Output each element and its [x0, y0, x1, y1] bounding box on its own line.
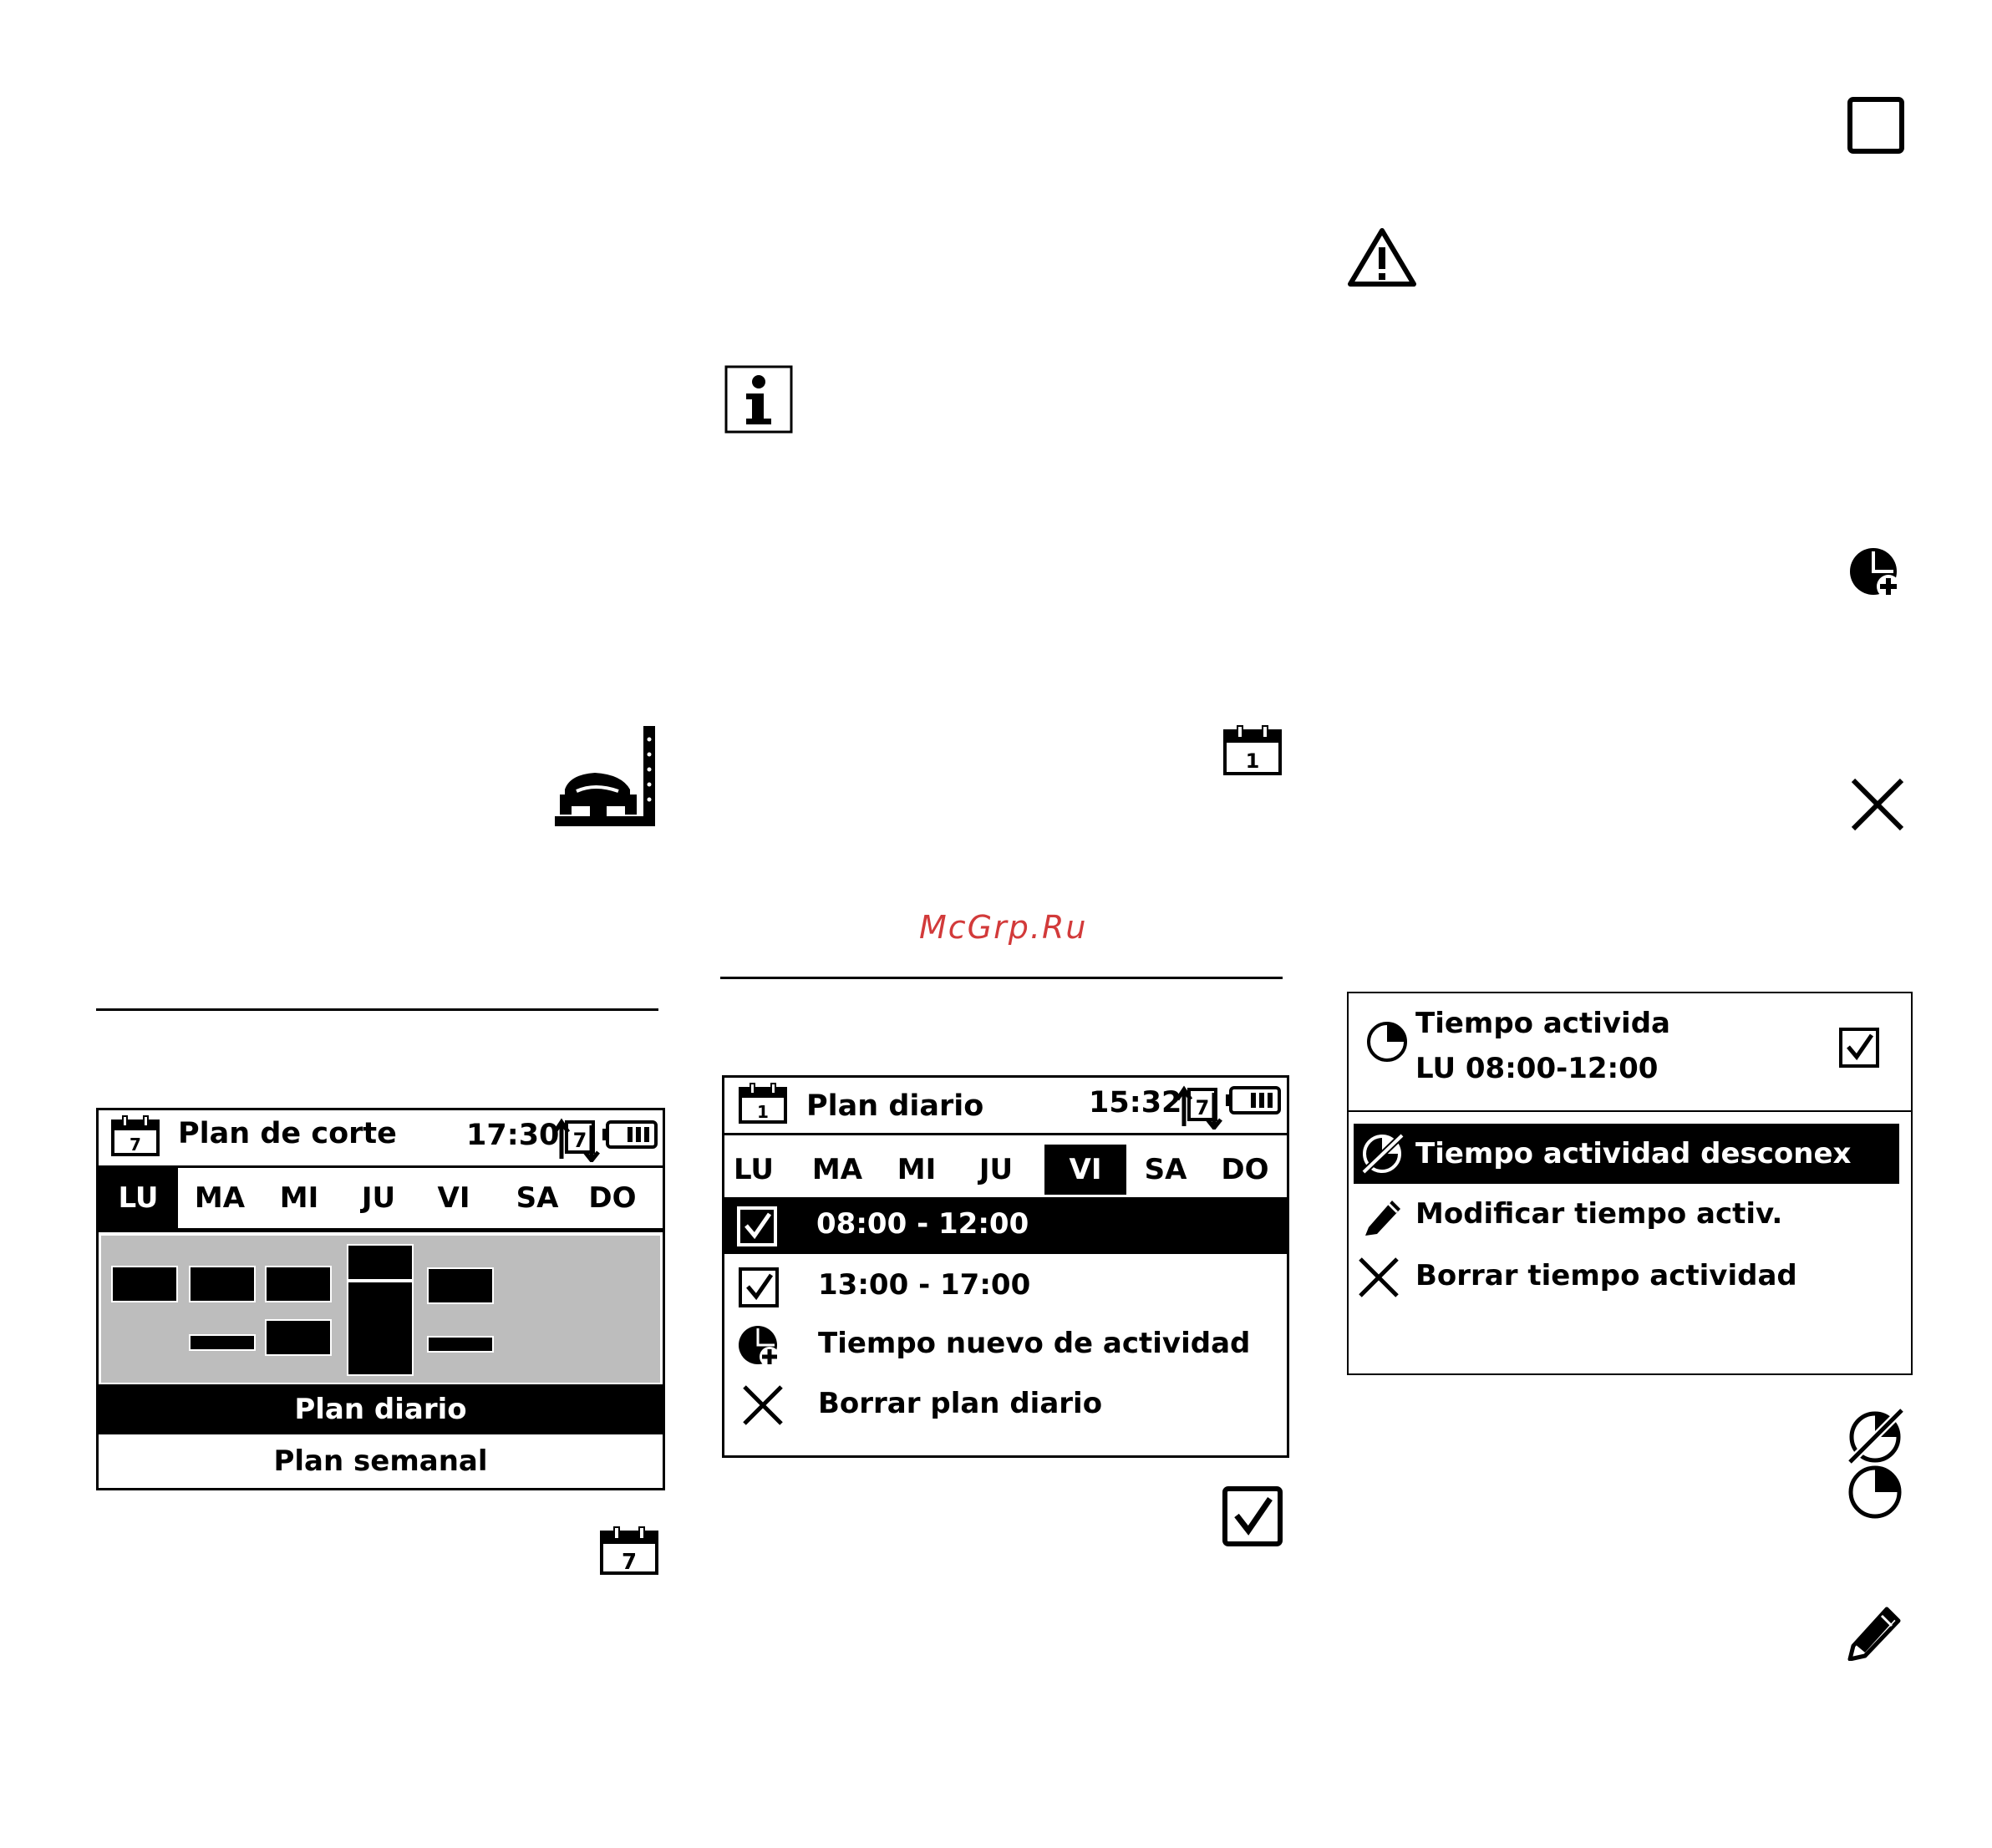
menu-plan-semanal[interactable]: Plan semanal — [273, 1444, 488, 1478]
day-tabs — [724, 1145, 1287, 1195]
divider-center — [720, 977, 1283, 979]
day-tabs — [99, 1168, 663, 1232]
close-x-icon — [1848, 775, 1907, 834]
schedule-block — [265, 1266, 332, 1302]
tab-day-lu[interactable]: LU — [733, 1153, 775, 1186]
delete-plan-label: Borrar plan diario — [818, 1387, 1103, 1420]
svg-text:1: 1 — [1245, 749, 1260, 773]
calendar-7-icon — [599, 1526, 659, 1576]
svg-text:7: 7 — [572, 1129, 587, 1152]
tab-day-vi[interactable]: VI — [1044, 1145, 1126, 1195]
svg-text:7: 7 — [1195, 1096, 1210, 1119]
pencil-icon — [1362, 1194, 1405, 1237]
clock-time: 17:30 — [466, 1119, 560, 1152]
time-slot-label: 08:00 - 12:00 — [816, 1207, 1029, 1241]
week-schedule-icon — [553, 1117, 602, 1162]
week-schedule-chart — [101, 1236, 660, 1383]
tab-day-ma[interactable]: MA — [194, 1181, 246, 1215]
menu-plan-diario[interactable]: Plan diario — [99, 1384, 663, 1434]
tab-day-ma[interactable]: MA — [811, 1153, 863, 1186]
schedule-block — [427, 1267, 494, 1304]
battery-icon — [602, 1120, 658, 1149]
tab-day-do[interactable]: DO — [588, 1181, 637, 1215]
clock-crossed-icon — [1359, 1130, 1405, 1177]
screen-header — [724, 1078, 1287, 1135]
plan-de-corte-screen — [96, 1108, 665, 1490]
tab-day-sa[interactable]: SA — [516, 1181, 559, 1215]
new-activity-row[interactable] — [724, 1317, 1287, 1373]
screen-header — [99, 1110, 663, 1168]
watermark: McGrp.Ru — [919, 909, 1088, 946]
schedule-block — [111, 1266, 178, 1302]
modify-activity-row[interactable] — [1349, 1187, 1911, 1244]
clock-crossed-icon — [1845, 1405, 1905, 1465]
schedule-block — [347, 1281, 414, 1376]
page-title: Plan de corte — [178, 1117, 397, 1150]
svg-text:1: 1 — [757, 1102, 769, 1122]
clock-icon — [1365, 1020, 1409, 1064]
warning-icon — [1347, 227, 1417, 287]
tab-day-ju[interactable]: JU — [978, 1153, 1014, 1186]
tab-day-sa[interactable]: SA — [1144, 1153, 1187, 1186]
tab-day-mi[interactable]: MI — [279, 1181, 319, 1215]
schedule-block — [347, 1244, 414, 1281]
plan-diario-screen — [722, 1075, 1289, 1458]
calendar-1-icon — [738, 1083, 788, 1125]
checked-checkbox-icon — [736, 1206, 778, 1247]
delete-activity-label: Borrar tiempo actividad — [1415, 1259, 1797, 1292]
schedule-block — [427, 1336, 494, 1353]
activity-range: LU 08:00-12:00 — [1415, 1052, 1659, 1085]
schedule-block — [265, 1319, 332, 1356]
time-slot-row[interactable] — [724, 1197, 1287, 1254]
divider-left — [96, 1008, 658, 1011]
clock-time: 15:32 — [1089, 1086, 1182, 1119]
clock-plus-icon — [736, 1323, 783, 1370]
info-icon — [724, 365, 793, 434]
activity-time-screen — [1347, 992, 1913, 1375]
svg-text:7: 7 — [130, 1135, 141, 1155]
pencil-icon — [1847, 1601, 1905, 1661]
calendar-7-icon — [110, 1115, 160, 1157]
schedule-block — [189, 1266, 256, 1302]
week-schedule-icon — [1176, 1084, 1224, 1130]
svg-text:7: 7 — [621, 1550, 638, 1575]
modify-activity-label: Modificar tiempo activ. — [1415, 1197, 1783, 1231]
empty-checkbox-icon — [1847, 96, 1905, 155]
new-activity-label: Tiempo nuevo de actividad — [818, 1327, 1251, 1360]
close-x-icon — [1357, 1256, 1400, 1299]
activity-header — [1349, 993, 1911, 1112]
tab-day-do[interactable]: DO — [1221, 1153, 1269, 1186]
delete-plan-row[interactable] — [724, 1377, 1287, 1434]
delete-activity-row[interactable] — [1349, 1249, 1911, 1306]
battery-icon — [1226, 1086, 1281, 1114]
schedule-block — [189, 1334, 256, 1351]
deactivate-activity-row[interactable] — [1354, 1124, 1899, 1184]
tab-day-ju[interactable]: JU — [361, 1181, 396, 1215]
calendar-1-icon — [1222, 724, 1283, 776]
tab-day-lu[interactable]: LU — [99, 1168, 178, 1228]
mower-station-icon — [553, 723, 662, 831]
page-title: Plan diario — [806, 1089, 984, 1123]
close-x-icon — [741, 1383, 785, 1427]
clock-plus-icon — [1847, 545, 1905, 603]
activity-title: Tiempo activida — [1415, 1007, 1670, 1040]
tab-day-mi[interactable]: MI — [897, 1153, 937, 1186]
time-slot-row[interactable] — [724, 1258, 1287, 1315]
deactivate-activity-label: Tiempo actividad desconex — [1415, 1137, 1852, 1170]
tab-day-vi[interactable]: VI — [437, 1181, 470, 1215]
time-slot-label: 13:00 - 17:00 — [818, 1268, 1031, 1302]
checked-checkbox-icon[interactable] — [1838, 1027, 1880, 1069]
clock-icon — [1847, 1464, 1903, 1521]
checked-checkbox-icon — [738, 1267, 780, 1308]
checked-checkbox-icon — [1222, 1485, 1283, 1547]
